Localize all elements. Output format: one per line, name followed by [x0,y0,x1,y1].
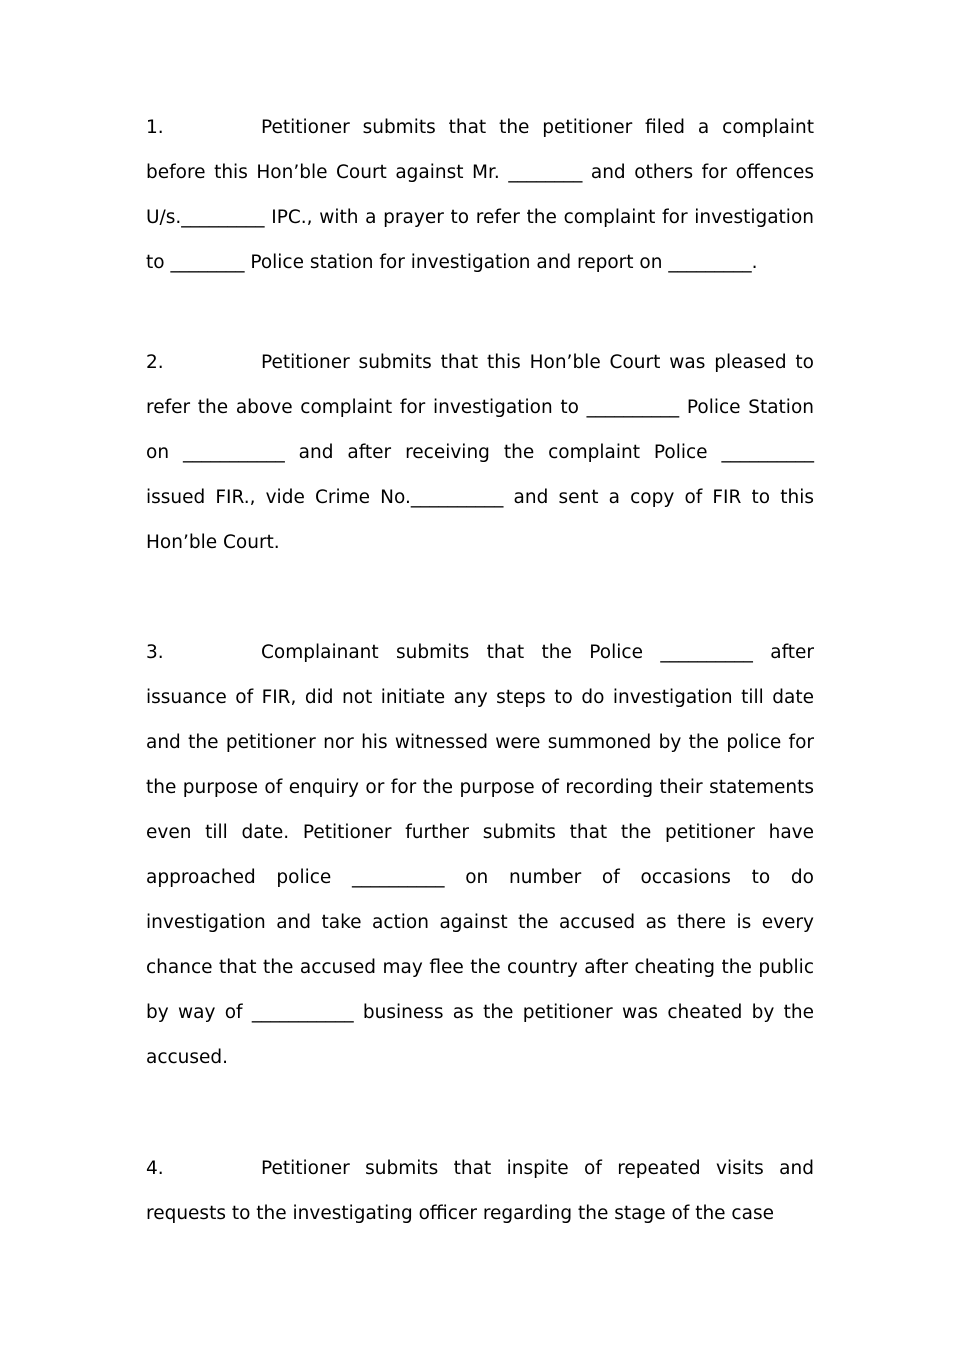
paragraph-text: Complainant submits that the Police __________ after issuance of FIR, did not initiate any steps to do investigation till date and the petitioner nor his witnessed were summoned by the police for the purpose of enquiry or for the purpose of recording their statements even till date. Petitioner further submits that the petitioner have approached police __________ on number of occasions to do investigation and take action against the accused as there is every chance that the accused may flee the country after cheating the public by way of ___________ business as the petitioner was cheated by the accused. [146,642,814,1068]
paragraph-4 [146,1146,814,1236]
paragraph-text: Petitioner submits that the petitioner filed a complaint before this Hon’ble Court against Mr. ________ and others for offences U/s._________ IPC., with a prayer to refer the complaint for investigation to ________ Police station for investigation and report on _________. [146,117,814,273]
paragraph-number: 3. [146,642,164,663]
paragraph-number: 4. [146,1158,164,1179]
paragraph-3 [146,630,814,1080]
paragraph-number: 1. [146,117,164,138]
paragraph-2 [146,340,814,565]
paragraph-1 [146,105,814,285]
paragraph-number: 2. [146,352,164,373]
paragraph-text: Petitioner submits that inspite of repeated visits and requests to the investigating officer regarding the stage of the case [146,1158,814,1224]
paragraph-text: Petitioner submits that this Hon’ble Court was pleased to refer the above complaint for investigation to __________ Police Station on ___________ and after receiving the complaint Police __________ issued FIR., vide Crime No.__________ and sent a copy of FIR to this Hon’ble Court. [146,352,814,553]
